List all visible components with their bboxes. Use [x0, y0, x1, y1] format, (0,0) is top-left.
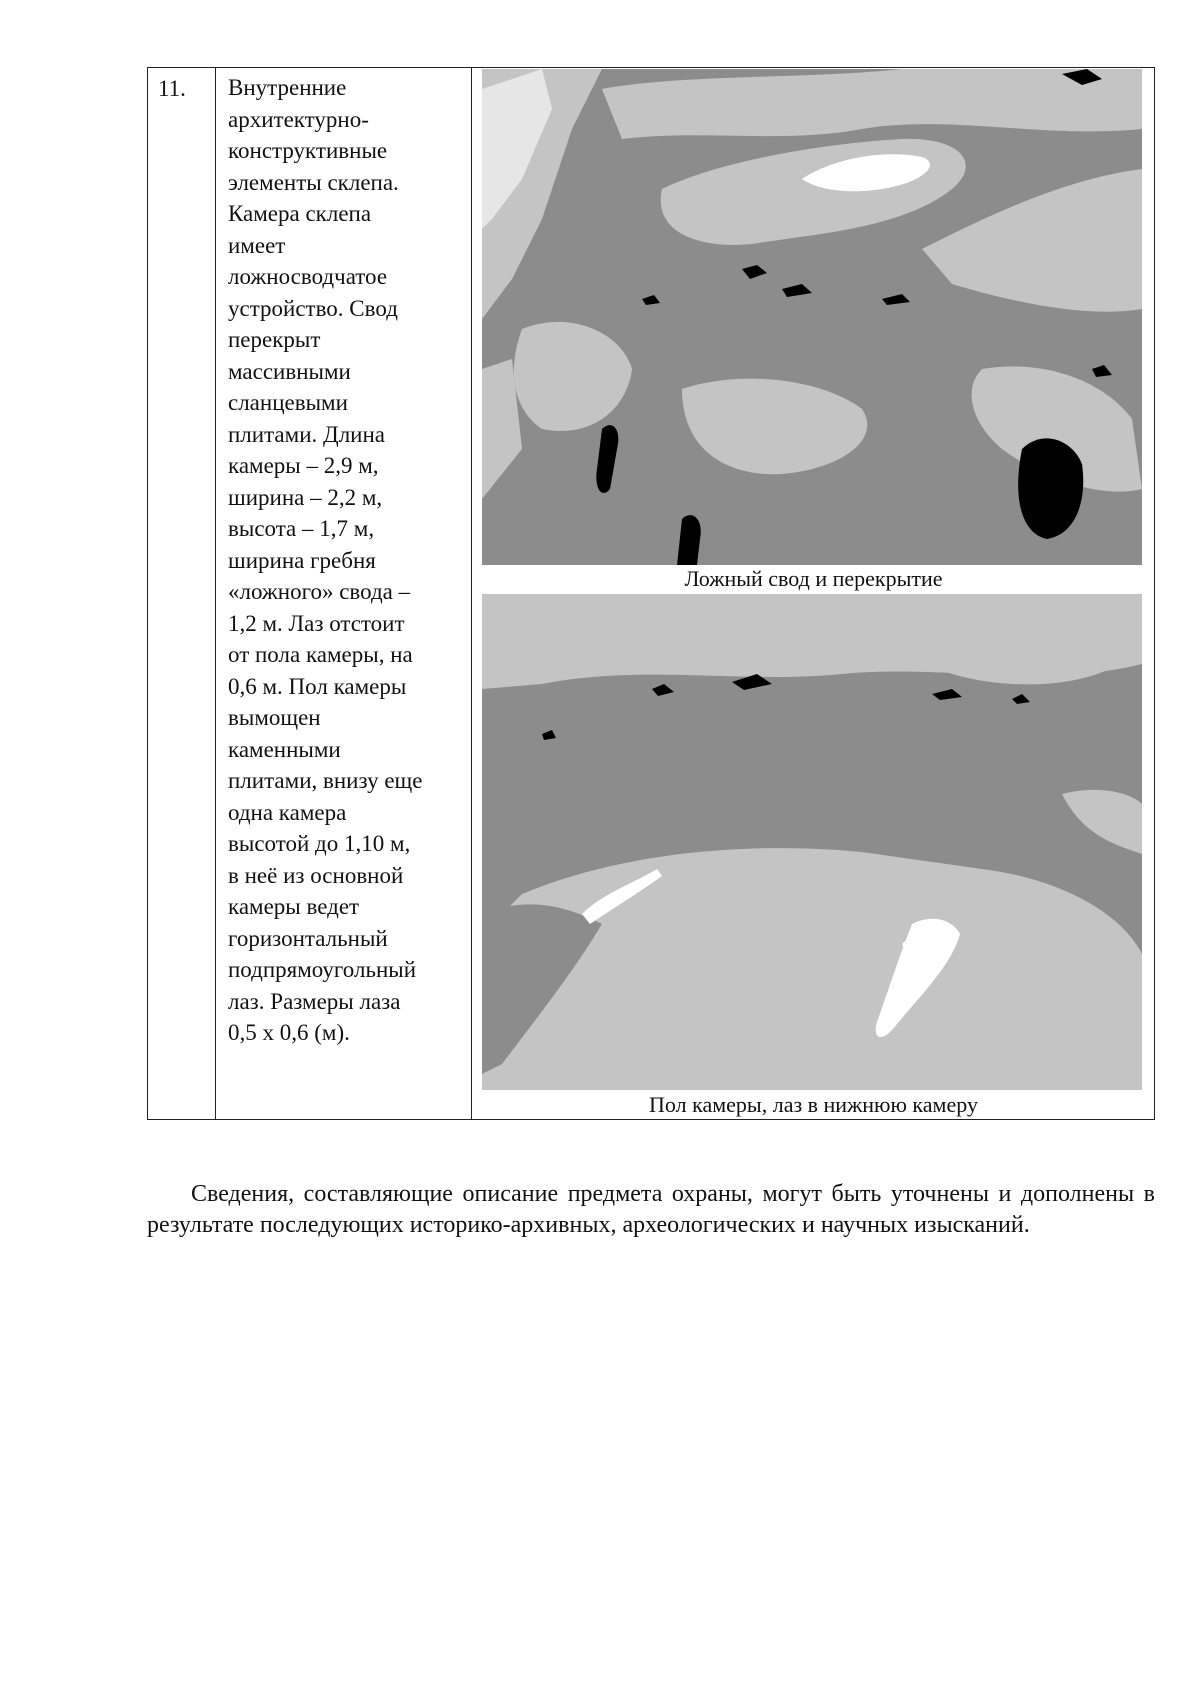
photo-false-vault [482, 69, 1142, 565]
column-divider [215, 68, 216, 1119]
row-description: Внутренние архитектурно- конструктивные элементы склепа. Камера склепа имеет ложносводчатое устройство. Свод перекрыт массивными сланцевыми плитами. Длина камеры – 2,9 м, ширина – 2,2 м, высота – 1,7 м, ширина гребня «ложного» свода – 1,2 м. Лаз отстоит от пола камеры, на 0,6 м. Пол камеры вымощен каменными плитами, внизу еще одна камера высотой до 1,10 м, в неё из основной камеры ведет горизонтальный подпрямоугольный лаз. Размеры лаза 0,5 х 0,6 (м). [228, 75, 423, 1045]
photo-caption: Пол камеры, лаз в нижнюю камеру [649, 1092, 978, 1117]
row-number: 11. [158, 76, 186, 101]
protection-subject-table [147, 67, 1155, 1120]
photo-chamber-floor [482, 594, 1142, 1090]
closing-paragraph: Сведения, составляющие описание предмета охраны, могут быть уточнены и дополнены в результате последующих историко-архивных, археологических и научных изысканий. [147, 1181, 1155, 1238]
photo-caption: Ложный свод и перекрытие [684, 566, 943, 591]
